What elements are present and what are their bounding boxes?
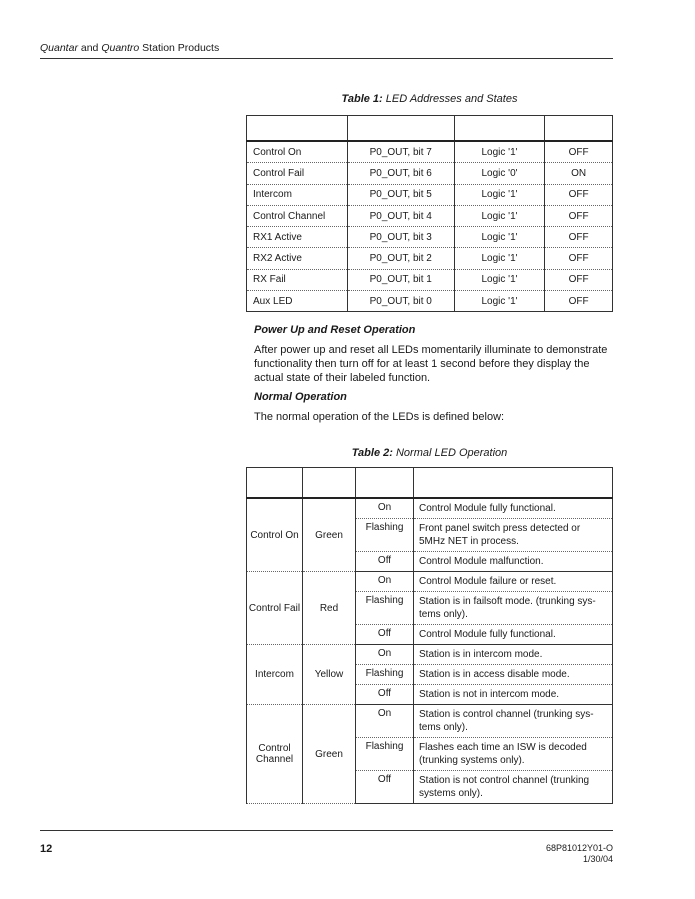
document-number: 68P81012Y01-O xyxy=(545,843,613,853)
state-cell: Flashing xyxy=(356,519,414,552)
address-cell: P0_OUT, bit 5 xyxy=(347,184,454,205)
address-cell: P0_OUT, bit 4 xyxy=(347,205,454,226)
state-cell: OFF xyxy=(545,205,613,226)
logic-cell: Logic '1' xyxy=(454,227,544,248)
address-cell: P0_OUT, bit 7 xyxy=(347,141,454,163)
led-name-cell: Control Channel xyxy=(247,705,303,804)
led-color-cell: Red xyxy=(303,572,356,645)
state-cell: ON xyxy=(545,163,613,184)
led-name-cell: Control On xyxy=(247,498,303,572)
table-row xyxy=(247,141,613,163)
table-header-row xyxy=(247,468,613,499)
description-cell: Control Module fully functional. xyxy=(414,498,613,519)
header-rule xyxy=(40,58,613,59)
header-and: and xyxy=(77,42,102,54)
address-cell: P0_OUT, bit 6 xyxy=(347,163,454,184)
led-name-cell: Control Fail xyxy=(247,572,303,645)
led-color-cell: Green xyxy=(303,705,356,804)
state-cell: On xyxy=(356,572,414,592)
state-cell: OFF xyxy=(545,248,613,269)
table-header-cell xyxy=(356,468,414,499)
table-header-cell xyxy=(454,116,544,142)
led-color-cell: Green xyxy=(303,498,356,572)
document-date: 1/30/04 xyxy=(582,854,613,864)
state-cell: OFF xyxy=(545,227,613,248)
description-cell: Control Module malfunction. xyxy=(414,552,613,572)
table-row xyxy=(247,227,613,248)
table-header-cell xyxy=(414,468,613,499)
logic-cell: Logic '1' xyxy=(454,291,544,312)
address-cell: P0_OUT, bit 3 xyxy=(347,227,454,248)
table-header-cell xyxy=(347,116,454,142)
description-cell: Control Module failure or reset. xyxy=(414,572,613,592)
paragraph-normal: The normal operation of the LEDs is defined below: xyxy=(254,411,505,423)
table-header-cell xyxy=(545,116,613,142)
paragraph-power-up: After power up and reset all LEDs momentarily illuminate to demonstrate functionality then turn off for at least 1 second before they display the actual state of their labeled function. xyxy=(254,344,608,384)
table-row xyxy=(247,184,613,205)
table-row xyxy=(247,291,613,312)
logic-cell: Logic '1' xyxy=(454,205,544,226)
state-cell: Off xyxy=(356,771,414,804)
logic-cell: Logic '1' xyxy=(454,141,544,163)
state-cell: Off xyxy=(356,685,414,705)
description-cell: Station is in failsoft mode. (trunking sys-tems only). xyxy=(414,592,613,625)
table-row xyxy=(247,645,613,665)
state-cell: Off xyxy=(356,552,414,572)
logic-cell: Logic '1' xyxy=(454,269,544,290)
footer-rule xyxy=(40,830,613,831)
description-cell: Front panel switch press detected or 5MHz NET in process. xyxy=(414,519,613,552)
address-cell: P0_OUT, bit 1 xyxy=(347,269,454,290)
description-cell: Control Module fully functional. xyxy=(414,625,613,645)
led-name-cell: Intercom xyxy=(247,184,348,205)
logic-cell: Logic '1' xyxy=(454,248,544,269)
logic-cell: Logic '1' xyxy=(454,184,544,205)
description-cell: Station is control channel (trunking sys-tems only). xyxy=(414,705,613,738)
description-cell: Station is in access disable mode. xyxy=(414,665,613,685)
document-id xyxy=(546,843,613,865)
table-header-cell xyxy=(303,468,356,499)
table1-caption-label: Table 1: xyxy=(341,93,383,105)
description-cell: Flashes each time an ISW is decoded (trunking systems only). xyxy=(414,738,613,771)
table1-caption xyxy=(246,93,613,105)
table2-caption xyxy=(246,447,613,459)
product-name-b: Quantro xyxy=(101,42,140,54)
state-cell: Flashing xyxy=(356,665,414,685)
state-cell: On xyxy=(356,498,414,519)
table2-caption-text: Normal LED Operation xyxy=(392,447,508,459)
table-row xyxy=(247,498,613,519)
table-row xyxy=(247,269,613,290)
state-cell: OFF xyxy=(545,184,613,205)
normal-led-operation-table xyxy=(246,467,613,804)
led-name-cell: Aux LED xyxy=(247,291,348,312)
led-color-cell: Yellow xyxy=(303,645,356,705)
state-cell: OFF xyxy=(545,141,613,163)
led-name-cell: RX Fail xyxy=(247,269,348,290)
led-name-cell: Control Fail xyxy=(247,163,348,184)
table2-caption-label: Table 2: xyxy=(351,447,393,459)
state-cell: OFF xyxy=(545,291,613,312)
state-cell: On xyxy=(356,645,414,665)
table-row xyxy=(247,572,613,592)
table-row xyxy=(247,205,613,226)
state-cell: Off xyxy=(356,625,414,645)
led-name-cell: RX1 Active xyxy=(247,227,348,248)
description-cell: Station is not in intercom mode. xyxy=(414,685,613,705)
running-header xyxy=(40,42,219,54)
header-rest: Station Products xyxy=(139,42,220,54)
table-row xyxy=(247,705,613,738)
led-name-cell: Control On xyxy=(247,141,348,163)
table-header-cell xyxy=(247,468,303,499)
state-cell: OFF xyxy=(545,269,613,290)
description-cell: Station is in intercom mode. xyxy=(414,645,613,665)
state-cell: On xyxy=(356,705,414,738)
product-name-a: Quantar xyxy=(40,42,78,54)
section-heading-normal: Normal Operation xyxy=(254,391,347,403)
section-heading-power-up: Power Up and Reset Operation xyxy=(254,324,416,336)
logic-cell: Logic '0' xyxy=(454,163,544,184)
page-number: 12 xyxy=(40,843,53,855)
state-cell: Flashing xyxy=(356,738,414,771)
led-name-cell: Intercom xyxy=(247,645,303,705)
description-cell: Station is not control channel (trunking systems only). xyxy=(414,771,613,804)
table-row xyxy=(247,248,613,269)
address-cell: P0_OUT, bit 2 xyxy=(347,248,454,269)
led-addresses-table xyxy=(246,115,613,312)
led-name-cell: Control Channel xyxy=(247,205,348,226)
state-cell: Flashing xyxy=(356,592,414,625)
led-name-cell: RX2 Active xyxy=(247,248,348,269)
table-row xyxy=(247,163,613,184)
table-header-row xyxy=(247,116,613,142)
address-cell: P0_OUT, bit 0 xyxy=(347,291,454,312)
table-header-cell xyxy=(247,116,348,142)
table1-caption-text: LED Addresses and States xyxy=(382,93,518,105)
